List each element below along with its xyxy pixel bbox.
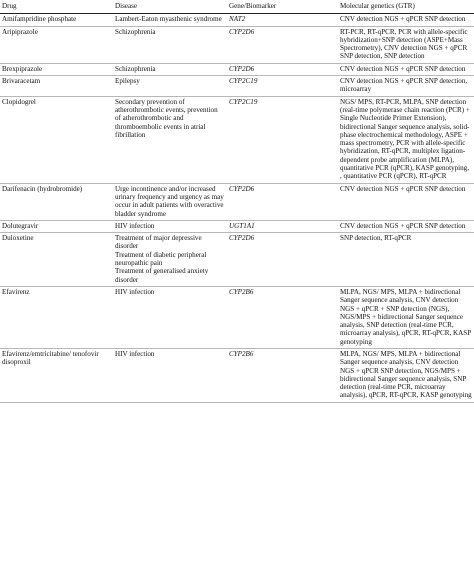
disease-cell: Urge incontinence and/or increased urinary frequency and urgency as may occur in adult patients with overactive bladder syndrome <box>115 184 224 218</box>
molecular-genetics-cell: NGS/ MPS, RT-PCR, MLPA, SNP detection (real-time polymerase chain reaction (PCR) + Single Nucleotide Primer Extension), bidirectional Sanger sequence analysis, solid-phase electrochemical methodology, ASPE + mass spectrometry, PCR with allele-specific hybridization, RT-qPCR, multiplex ligation-dependent probe amplification (MLPA), quantitative PCR (qPCR), KASP genotyping, , quantitative PCR (qPCR), RT-qPCR <box>340 97 470 181</box>
table-row <box>0 63 474 75</box>
header-disease: Disease <box>113 0 227 14</box>
molecular-genetics-cell: CNV detection NGS + qPCR SNP detection <box>340 64 466 73</box>
drug-cell: Darifenacin (hydrobromide) <box>2 184 83 193</box>
disease-cell: Secondary prevention of atherothrombotic events, prevention of atherothrombotic and thromboembolic events in atrial fibrillation <box>115 97 218 139</box>
disease-cell: HIV infection <box>115 221 155 230</box>
table-row <box>0 96 474 183</box>
disease-cell: Schizophrenia <box>115 64 156 73</box>
gene-cell: CYP2D6 <box>229 234 255 243</box>
table-row <box>0 14 474 26</box>
disease-cell: HIV infection <box>115 349 155 358</box>
gene-cell: CYP2C19 <box>229 77 258 86</box>
disease-cell: Epilepsy <box>115 77 140 86</box>
gene-cell: CYP2D6 <box>229 184 255 193</box>
molecular-genetics-cell: CNV detection NGS + qPCR SNP detection, microarray <box>340 77 468 94</box>
drug-cell: Efavirenz/emtricitabine/ tenofovir disoproxil <box>2 349 99 367</box>
drug-cell: Brivaracetam <box>2 77 41 86</box>
gene-cell: CYP2B6 <box>229 287 254 296</box>
header-molecular-genetics: Molecular genetics (GTR) <box>338 0 474 14</box>
drug-cell: Clopidogrel <box>2 97 36 106</box>
gene-cell: CYP2D6 <box>229 27 255 36</box>
disease-cell: Schizophrenia <box>115 27 156 36</box>
molecular-genetics-cell: CNV detection NGS + qPCR SNP detection <box>340 15 466 24</box>
drug-cell: Brexpiprazole <box>2 64 43 73</box>
molecular-genetics-cell: CNV detection NGS + qPCR SNP detection <box>340 221 466 230</box>
disease-cell: Treatment of major depressive disorder Treatment of diabetic peripheral neuropathic pain Treatment of generalised anxiety disorder <box>115 234 209 284</box>
gene-cell: NAT2 <box>229 15 246 24</box>
table-row <box>0 76 474 97</box>
drug-cell: Efavirenz <box>2 287 30 296</box>
molecular-genetics-cell: MLPA, NGS/ MPS, MLPA + bidirectional Sanger sequence analysis, CNV detection NGS + qPCR SNP detection, NGS/MPS + bidirectional Sanger sequence analysis, SNP detection (real-time PCR, microarray analysis), qPCR, RT-qPCR, KASP genotyping <box>340 349 472 400</box>
gene-cell: CYP2C19 <box>229 97 258 106</box>
header-drug: Drug <box>0 0 113 14</box>
drug-cell: Amifampridine phosphate <box>2 15 77 24</box>
table-row <box>0 286 474 348</box>
table-body <box>0 14 474 402</box>
table-row <box>0 220 474 232</box>
molecular-genetics-cell: CNV detection NGS + qPCR SNP detection <box>340 184 466 193</box>
drug-cell: Duloxetine <box>2 234 34 243</box>
molecular-genetics-cell: MLPA, NGS/ MPS, MLPA + bidirectional Sanger sequence analysis, CNV detection NGS + qPCR + SNP detection (NGS), NGS/MPS + bidirectional Sanger sequence analysis, SNP detection (real-time PCR, microarray analysis), qPCR, RT-qPCR, KASP genotyping <box>340 287 471 346</box>
table-row <box>0 26 474 63</box>
gene-cell: CYP2B6 <box>229 349 254 358</box>
table-row <box>0 183 474 220</box>
disease-cell: Lambert-Eaton myasthenic syndrome <box>115 15 222 24</box>
molecular-genetics-cell: RT-PCR, RT-qPCR, PCR with allele-specific hybridization+SNP detection (ASPE+Mass Spectrometry), CNV detection NGS + qPCR SNP detection, SNP detection <box>340 27 468 61</box>
table-row <box>0 233 474 287</box>
disease-cell: HIV infection <box>115 287 155 296</box>
gene-cell: CYP2D6 <box>229 64 255 73</box>
gene-cell: UGT1A1 <box>229 221 255 230</box>
drug-cell: Dolutegravir <box>2 221 39 230</box>
drug-cell: Aripiprazole <box>2 27 38 36</box>
header-gene-biomarker: Gene/Biomarker <box>227 0 338 14</box>
molecular-genetics-cell: SNP detection, RT-qPCR <box>340 234 412 243</box>
table-row <box>0 348 474 402</box>
header-row <box>0 0 474 14</box>
table-header <box>0 0 474 14</box>
